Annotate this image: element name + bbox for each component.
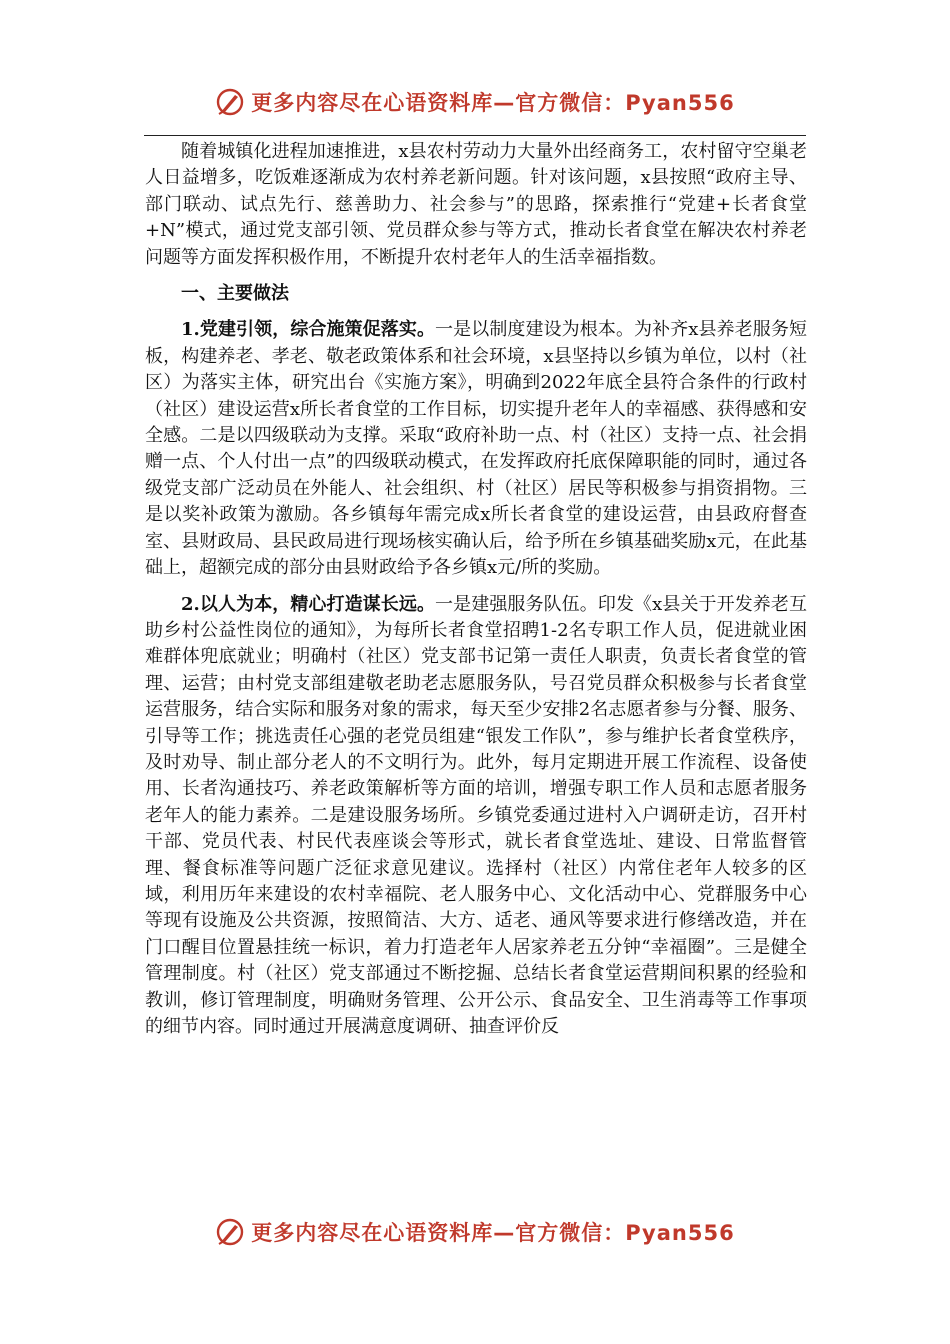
point-2-body: 一是建强服务队伍。印发《x县关于开发养老互助乡村公益性岗位的通知》，为每所长者食堂招聘1-2名专职工作人员，促进就业困难群体兜底就业；明确村（社区）党支部书记第一责任人职责，负责长者食堂的管理、运营；由村党支部组建敬老助老志愿服务队，号召党员群众积极参与长者食堂运营服务，结合实际和服务对象的需求，每天至少安排2名志愿者参与分餐、服务、引导等工作；挑选责任心强的老党员组建“银发工作队”，参与维护长者食堂秩序，及时劝导、制止部分老人的不文明行为。此外，每月定期进开展工作流程、设备使用、长者沟通技巧、养老政策解析等方面的培训，增强专职工作人员和志愿者服务老年人的能力素养。二是建设服务场所。乡镇党委通过进村入户调研走访，召开村干部、党员代表、村民代表座谈会等形式，就长者食堂选址、建设、日常监督管理、餐食标准等问题广泛征求意见建议。选择村（社区）内常住老年人较多的区域，利用历年来建设的农村幸福院、老人服务中心、文化活动中心、党群服务中心等现有设施及公共资源，按照简洁、大方、适老、通风等要求进行修缮改造，并在门口醒目位置悬挂统一标识，着力打造老年人居家养老五分钟“幸福圈”。三是健全管理制度。村（社区）党支部通过不断挖掘、总结长者食堂运营期间积累的经验和教训，修订管理制度，明确财务管理、公开公示、食品安全、卫生消毒等工作事项的细节内容。同时通过开展满意度调研、抽查评价反 (145, 593, 807, 1037)
point-2-title: 2.以人为本，精心打造谋长远。 (181, 593, 436, 615)
point-1-title: 1.党建引领，综合施策促落实。 (181, 319, 436, 341)
quill-logo-icon (215, 1217, 245, 1247)
footer-banner (0, 1212, 950, 1252)
footer-banner-text: 更多内容尽在心语资料库—官方微信：Pyan556 (251, 1221, 735, 1245)
point-1-paragraph (145, 317, 807, 581)
point-1-body: 一是以制度建设为根本。为补齐x县养老服务短板，构建养老、孝老、敬老政策体系和社会环境，x县坚持以乡镇为单位，以村（社区）为落实主体，研究出台《实施方案》，明确到2022年底全县符合条件的行政村（社区）建设运营x所长者食堂的工作目标，切实提升老年人的幸福感、获得感和安全感。二是以四级联动为支撑。采取“政府补助一点、村（社区）支持一点、社会捐赠一点、个人付出一点”的四级联动模式，在发挥政府托底保障职能的同时，通过各级党支部广泛动员在外能人、社会组织、村（社区）居民等积极参与捐资捐物。三是以奖补政策为激励。各乡镇每年需完成x所长者食堂的建设运营，由县政府督查室、县财政局、县民政局进行现场核实确认后，给予所在乡镇基础奖励x元，在此基础上，超额完成的部分由县财政给予各乡镇x元/所的奖励。 (145, 319, 807, 579)
intro-paragraph: 随着城镇化进程加速推进，x县农村劳动力大量外出经商务工，农村留守空巢老人日益增多，吃饭难逐渐成为农村养老新问题。针对该问题，x县按照“政府主导、部门联动、试点先行、慈善助力、社会参与”的思路，探索推行“党建+长者食堂+N”模式，通过党支部引领、党员群众参与等方式，推动长者食堂在解决农村养老问题等方面发挥积极作用，不断提升农村老年人的生活幸福指数。 (145, 141, 807, 268)
header-divider (144, 135, 806, 136)
point-2-paragraph (145, 592, 807, 1041)
header-banner (0, 82, 950, 122)
article-body (145, 139, 807, 1040)
header-banner-text: 更多内容尽在心语资料库—官方微信：Pyan556 (251, 91, 735, 115)
section-heading: 一、主要做法 (181, 283, 289, 305)
quill-logo-icon (215, 87, 245, 117)
